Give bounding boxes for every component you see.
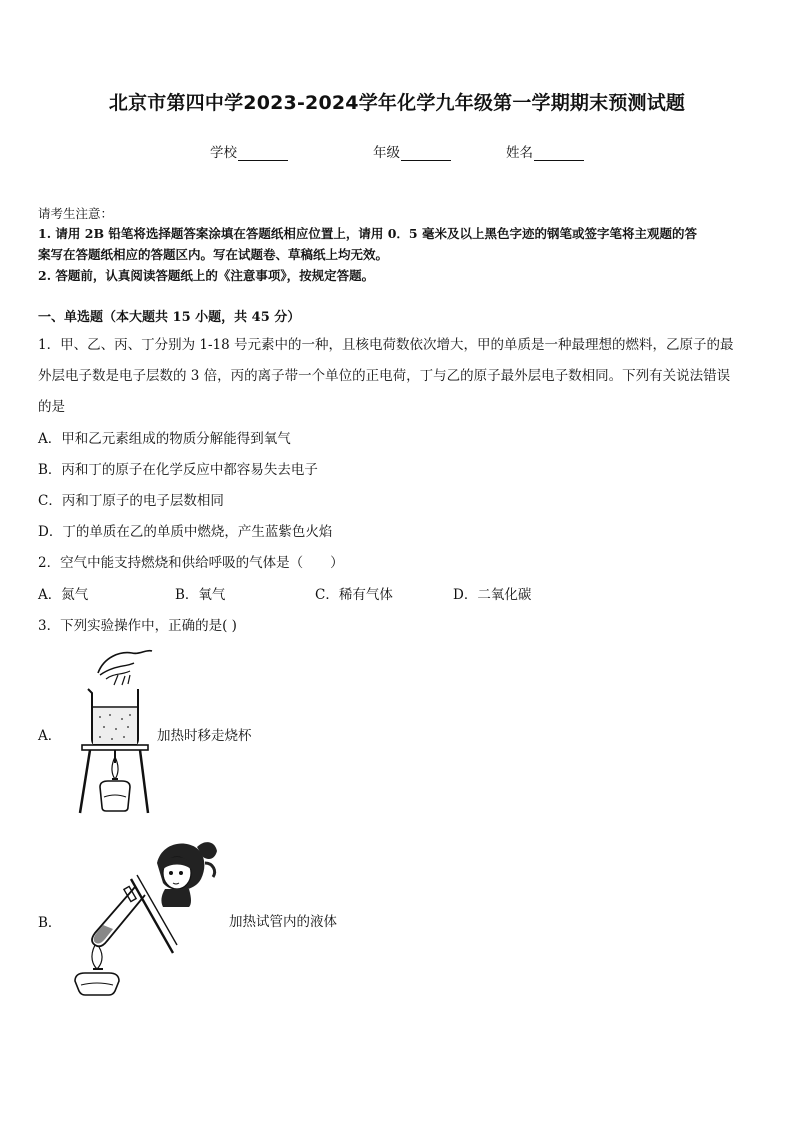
name-field: [506, 141, 584, 161]
school-blank: [238, 146, 288, 161]
name-blank: [534, 146, 584, 161]
q1-stem-line-1: 1．甲、乙、丙、丁分别为 1-18 号元素中的一种，且核电荷数依次增大，甲的单质是一种最理想的燃料，乙原子的最: [38, 337, 734, 353]
beaker-tripod-illustration: [70, 645, 160, 820]
q1-option-d: D．丁的单质在乙的单质中燃烧，产生蓝紫色火焰: [38, 524, 333, 540]
q2-option-a: A．氮气: [38, 587, 89, 603]
q2-stem: 2．空气中能支持燃烧和供给呼吸的气体是（ ）: [38, 555, 344, 571]
name-label: 姓名: [506, 145, 533, 161]
grade-blank: [401, 146, 451, 161]
q1-option-b: B．丙和丁的原子在化学反应中都容易失去电子: [38, 462, 318, 478]
notice-heading: 请考生注意：: [38, 206, 114, 221]
q3-option-b-caption: 加热试管内的液体: [229, 914, 337, 930]
q2-option-c: C．稀有气体: [315, 587, 393, 603]
heating-test-tube-illustration: [65, 833, 225, 1003]
q3-option-a-caption: 加热时移走烧杯: [157, 728, 252, 744]
school-field: [210, 141, 288, 161]
notice-item-2: 2. 答题前，认真阅读答题纸上的《注意事项》，按规定答题。: [38, 268, 375, 283]
q1-stem-line-2: 外层电子数是电子层数的 3 倍，丙的离子带一个单位的正电荷，丁与乙的原子最外层电子数相同。下列有关说法错误: [38, 368, 731, 384]
q2-option-b: B．氧气: [175, 587, 226, 603]
notice-item-1-line-1: 1. 请用 2B 铅笔将选择题答案涂填在答题纸相应位置上，请用 0．5 毫米及以上黑色字迹的钢笔或签字笔将主观题的答: [38, 226, 697, 241]
page-title: 北京市第四中学2023-2024学年化学九年级第一学期期末预测试题: [108, 92, 686, 114]
q3-option-b-label: B．: [38, 915, 62, 931]
q2-option-d: D．二氧化碳: [453, 587, 532, 603]
q1-option-c: C．丙和丁原子的电子层数相同: [38, 493, 224, 509]
section-heading: 一、单选题（本大题共 15 小题，共 45 分）: [38, 310, 301, 325]
q3-stem: 3．下列实验操作中，正确的是( ): [38, 618, 237, 634]
grade-field: [373, 141, 451, 161]
q1-option-a: A．甲和乙元素组成的物质分解能得到氧气: [38, 431, 291, 447]
school-label: 学校: [210, 145, 237, 161]
q3-option-a-label: A．: [38, 728, 62, 744]
q1-stem-line-3: 的是: [38, 399, 65, 415]
notice-item-1-line-2: 案写在答题纸相应的答题区内。写在试题卷、草稿纸上均无效。: [38, 247, 389, 262]
grade-label: 年级: [373, 145, 400, 161]
